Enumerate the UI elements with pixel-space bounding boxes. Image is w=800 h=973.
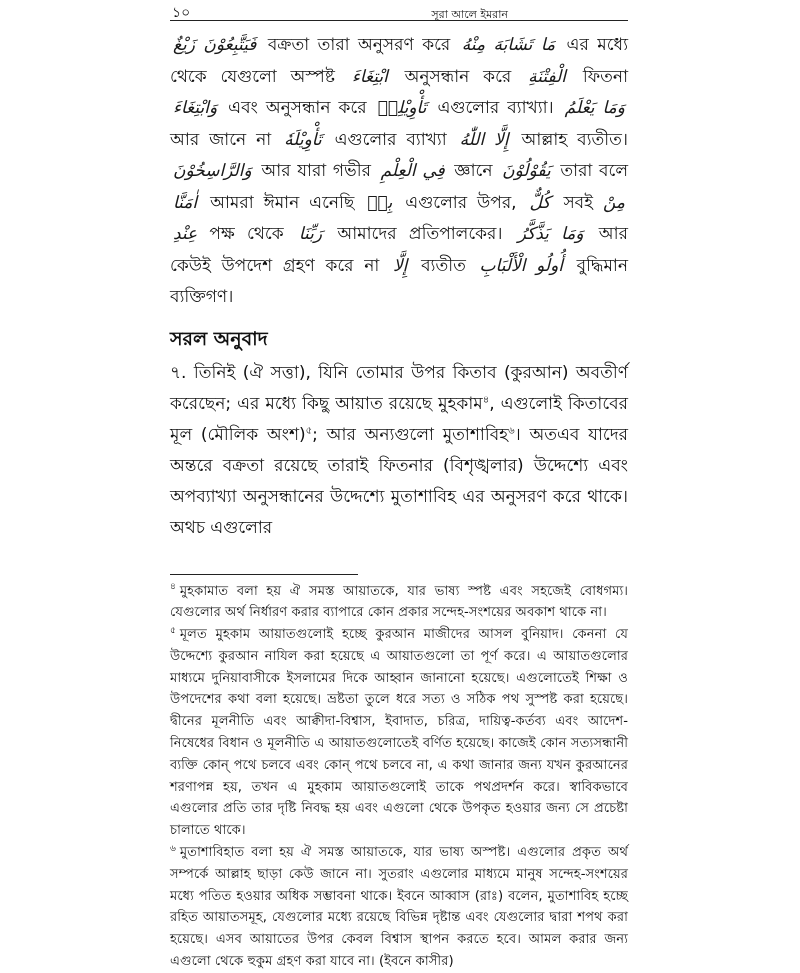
translation-paragraph [170, 358, 628, 544]
bengali-gloss: ফিতনা [569, 66, 628, 87]
bengali-gloss: তারা বলে [553, 161, 628, 181]
footnote-text: মুহকামাত বলা হয় ঐ সমস্ত আয়াতকে, যার ভাষ্য স্পষ্ট এবং সহজেই বোধগম্য। যেগুলোর অর্থ নির্ধারণ করার ব্যাপারে কোন প্রকার সন্দেহ-সংশয়ের অবকাশ থাকে না। [170, 583, 628, 621]
arabic-term: أُولُو الْأَلْبَابِ [479, 255, 563, 276]
arabic-term: إِلَّا [392, 255, 408, 276]
bengali-gloss: এগুলোর ব্যাখ্যা। [429, 98, 562, 118]
bengali-gloss: আর কেউই উপদেশ গ্রহণ করে না [170, 224, 628, 276]
arabic-term: فَيَتَّبِعُوْنَ زَيْغٌ [173, 35, 257, 55]
arabic-term: رَبِّنَا [298, 224, 323, 244]
arabic-term: وَمَا يَذَّكَّرُ [517, 224, 584, 244]
bengali-gloss: এবং অনুসন্ধান করে [220, 98, 375, 118]
bengali-gloss: এগুলোর ব্যাখ্যা [324, 129, 457, 150]
arabic-term: وَمَا يَعْلَمُ [564, 98, 625, 118]
bengali-gloss: জ্ঞানে [447, 161, 500, 181]
footnote-ref-6[interactable]: ৬ [508, 424, 515, 436]
arabic-term: اٰمَنَّا [173, 192, 198, 213]
footnote-text: মূলত মুহকাম আয়াতগুলোই হচ্ছে কুরআন মাজীদের আসল বুনিয়াদ। কেননা যে উদ্দেশ্যে কুরআন নাযিল করা হয়েছে এ আয়াতগুলো তা পূর্ণ করে। এ আয়াতগুলোর মাধ্যমে দুনিয়াবাসীকে ইসলামের দিকে আহ্বান জানানো হয়েছে। এগুলোতেই শিক্ষা ও উপদেশের কথা বলা হয়েছে। ভ্রষ্টতা তুলে ধরে সত্য ও সঠিক পথ সুস্পষ্ট করা হয়েছে। দ্বীনের মূলনীতি এবং আক্বীদা-বিশ্বাস, ইবাদাত, চরিত্র, দায়িত্ব-কর্তব্য এবং আদেশ-নিষেধের বিধান ও মূলনীতি এ আয়াতগুলোতেই বর্ণিত হয়েছে। কাজেই কোন সত্যসন্ধানী ব্যক্তি কোন্ পথে চলবে এবং কোন্ পথে চলবে না, এ কথা জানার জন্য যখন কুরআনের শরণাপন্ন হয়, তখন এ মুহকাম আয়াতগুলোই তাকে পথপ্রদর্শন করে। স্বাবিকভাবে এগুলোর প্রতি তার দৃষ্টি নিবদ্ধ হয় এবং এগুলো থেকে উপকৃত হওয়ার জন্য সে প্রচেষ্টা চালাতে থাকে। [170, 627, 628, 839]
translation-text-2: , এগুলোই কিতাবের মূল (মৌলিক অংশ) [170, 393, 628, 445]
footnote-4 [170, 581, 628, 625]
bengali-gloss: বক্রতা [259, 35, 318, 55]
bengali-gloss: বুদ্ধিমান ব্যক্তিগণ। [170, 255, 628, 307]
bengali-gloss: সবই [553, 192, 603, 213]
arabic-term: وَالرَّاسِخُوْنَ [173, 161, 252, 181]
page-number: ১০ [172, 5, 191, 21]
arabic-term: يَقُوْلُوْنَ [502, 161, 551, 181]
arabic-term: ابْتِغَاءَ [351, 66, 388, 87]
translation-text-3: ; আর অন্যগুলো মুতাশাবিহ [312, 424, 509, 445]
footnotes [170, 581, 628, 973]
arabic-term: مَا تَشَابَهَ مِنْهُ [461, 35, 556, 55]
arabic-term: بِهٖ [367, 192, 393, 213]
bengali-gloss: এর মধ্যে থেকে যেগুলো অস্পষ্ট [170, 35, 628, 87]
arabic-term: وَابْتِغَاءَ [173, 98, 218, 118]
section-heading: সরল অনুবাদ [170, 327, 268, 350]
arabic-term: فِي الْعِلْمِ [380, 161, 445, 181]
page-body [170, 30, 628, 973]
footnote-ref-4[interactable]: ৪ [482, 393, 490, 405]
footnote-6 [170, 842, 628, 973]
bengali-gloss: ব্যতীত [410, 255, 477, 276]
translation-text-1: ৭. তিনিই (ঐ সত্তা), যিনি তোমার উপর কিতাব (কুরআন) অবতীর্ণ করেছেন; এর মধ্যে কিছু আয়াত রয়েছে মুহকাম [170, 362, 628, 414]
bengali-gloss: এগুলোর উপর, [395, 192, 527, 213]
footnote-ref-5[interactable]: ৫ [305, 424, 313, 436]
bengali-gloss: আল্লাহ ব্যতীত। [511, 129, 629, 150]
word-by-word-explanation [170, 30, 628, 314]
bengali-gloss: আমরা ঈমান এনেছি [200, 192, 365, 213]
footnote-marker: ৬ [170, 843, 176, 854]
translation-text-4: । অতএব যাদের অন্তরে বক্রতা রয়েছে তারাই ফিতনার (বিশৃঙ্খলার) উদ্দেশ্যে এবং অপব্যাখ্যা অনুসন্ধানের উদ্দেশ্যে মুতাশাবিহ এর অনুসরণ করে থাকে। অথচ এগুলোর [170, 424, 628, 538]
bengali-gloss: আর যারা গভীর [254, 161, 378, 181]
footnote-text: মুতাশাবিহাত বলা হয় ঐ সমস্ত আয়াতকে, যার ভাষ্য অস্পষ্ট। এগুলোর প্রকৃত অর্থ সম্পর্কে আল্লাহ ছাড়া কেউ জানে না। সুতরাং এগুলোর মাধ্যমে মানুষ সন্দেহ-সংশয়ের মধ্যে পতিত হওয়ার অধিক সম্ভাবনা থাকে। ইবনে আব্বাস (রাঃ) বলেন, মুতাশাবিহ হচ্ছে রহিত আয়াতসমূহ, যেগুলোর মধ্যে রয়েছে বিভিন্ন দৃষ্টান্ত এবং যেগুলোর দ্বারা শপথ করা হয়েছে। এসব আয়াতের উপর কেবল বিশ্বাস স্থাপন করতে হবে। আমল করার জন্য এগুলো থেকে হুকুম গ্রহণ করা যাবে না। (ইবনে কাসীর) [170, 845, 628, 970]
bengali-gloss: আর জানে না [170, 129, 282, 150]
bengali-gloss: আমাদের প্রতিপালকের। [325, 224, 515, 244]
footnote-divider [170, 574, 358, 575]
arabic-term: إِلَّا اللّٰهُ [459, 129, 509, 150]
footnote-5 [170, 624, 628, 842]
arabic-term: الْفِتْنَةِ [528, 66, 567, 87]
arabic-term: مِنْ عِنْدِ [173, 192, 625, 244]
running-header [170, 0, 628, 21]
bengali-gloss: তারা অনুসরণ করে [317, 35, 459, 55]
surah-title: সূরা আলে ইমরান [431, 8, 508, 21]
bengali-gloss: অনুসন্ধান করে [390, 66, 526, 87]
footnote-marker: ৫ [170, 625, 176, 636]
arabic-term: تَأْوِيْلِهٖ [377, 98, 427, 118]
arabic-term: كُلٌّ [529, 192, 551, 213]
footnote-marker: ৪ [170, 582, 176, 593]
bengali-gloss: পক্ষ থেকে [197, 224, 296, 244]
arabic-term: تَأْوِيْلَهٗ [284, 129, 322, 150]
